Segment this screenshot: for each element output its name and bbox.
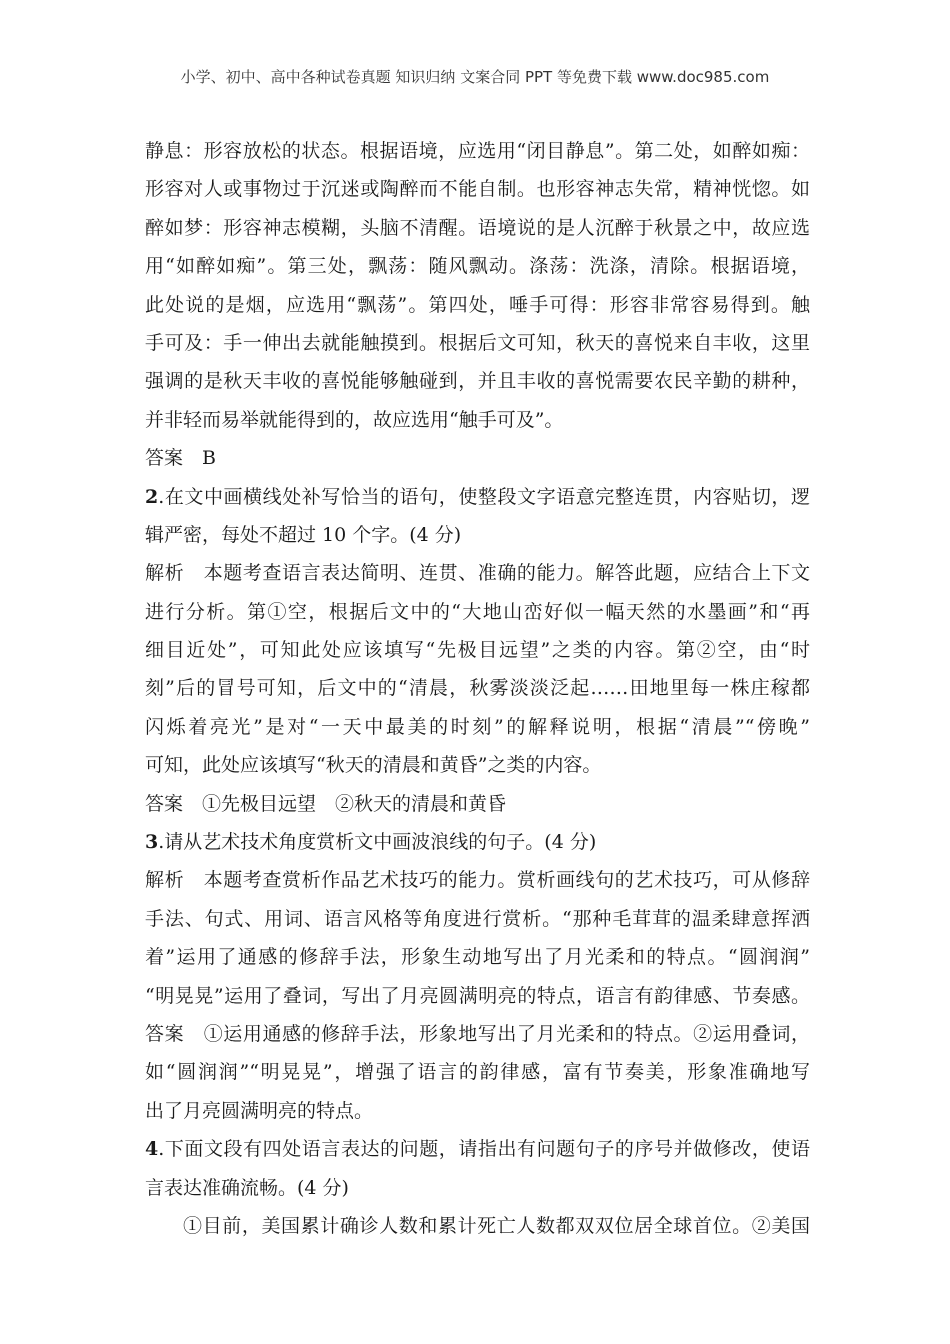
text-line: [145, 554, 810, 592]
text-line: [145, 708, 810, 746]
line-text: 出了月亮圆满明亮的特点。: [145, 1099, 374, 1122]
text-line: [145, 746, 810, 784]
text-line: [145, 785, 810, 823]
text-line: [145, 593, 810, 631]
line-text: 刻”后的冒号可知，后文中的“清晨，秋雾淡淡泛起……田地里每一株庄稼都: [145, 677, 810, 700]
line-text: 细目近处”，可知此处应该填写“先极目远望”之类的内容。第②空，由“时: [145, 639, 810, 662]
text-line: [145, 401, 810, 439]
text-line: [145, 631, 810, 669]
line-text: 并非轻而易举就能得到的，故应选用“触手可及”。: [145, 408, 564, 431]
line-text: 言表达准确流畅。(4 分): [145, 1176, 349, 1199]
text-line: [145, 516, 810, 554]
text-line: [145, 1015, 810, 1053]
line-text: 辑严密，每处不超过 10 个字。(4 分): [145, 523, 462, 546]
line-text: 答案 B: [145, 447, 216, 470]
text-line: [145, 286, 810, 324]
question-number: 2: [145, 485, 159, 508]
text-line: [145, 900, 810, 938]
line-text: 解析 本题考查语言表达简明、连贯、准确的能力。解答此题，应结合上下文: [145, 562, 810, 585]
text-line: [145, 247, 810, 285]
text-line: [145, 977, 810, 1015]
line-text: 此处说的是烟，应选用“飘荡”。第四处，唾手可得：形容非常容易得到。触: [145, 293, 810, 316]
text-line: [145, 861, 810, 899]
line-text: 手法、句式、用词、语言风格等角度进行赏析。“那种毛茸茸的温柔肆意挥洒: [145, 907, 810, 930]
line-text: 答案 ①运用通感的修辞手法，形象地写出了月光柔和的特点。②运用叠词，: [145, 1022, 810, 1045]
line-text: “明晃晃”运用了叠词，写出了月亮圆满明亮的特点，语言有韵律感、节奏感。: [145, 984, 810, 1007]
line-text: .在文中画横线处补写恰当的语句，使整段文字语意完整连贯，内容贴切，逻: [158, 485, 810, 508]
question-number: 4: [145, 1138, 159, 1161]
line-text: 闪烁着亮光”是对“一天中最美的时刻”的解释说明，根据“清晨”“傍晚”: [145, 715, 810, 738]
text-line: [145, 170, 810, 208]
text-line: [145, 1092, 810, 1130]
line-text: 解析 本题考查赏析作品艺术技巧的能力。赏析画线句的艺术技巧，可从修辞: [145, 869, 810, 892]
document-body: [145, 132, 810, 1245]
text-line: [145, 478, 810, 516]
line-text: 强调的是秋天丰收的喜悦能够触碰到，并且丰收的喜悦需要农民辛勤的耕种，: [145, 370, 810, 393]
line-text: 进行分析。第①空，根据后文中的“大地山峦好似一幅天然的水墨画”和“再: [145, 600, 810, 623]
text-line: [145, 938, 810, 976]
text-line: [145, 669, 810, 707]
line-text: ①目前，美国累计确诊人数和累计死亡人数都双双位居全球首位。②美国: [183, 1214, 810, 1237]
line-text: .请从艺术技术角度赏析文中画波浪线的句子。(4 分): [158, 831, 597, 854]
page-header: 小学、初中、高中各种试卷真题 知识归纳 文案合同 PPT 等免费下载 www.doc985.com: [180, 68, 770, 86]
line-text: 如“圆润润”“明晃晃”，增强了语言的韵律感，富有节奏美，形象准确地写: [145, 1061, 810, 1084]
line-text: 形容对人或事物过于沉迷或陶醉而不能自制。也形容神志失常，精神恍惚。如: [145, 178, 810, 201]
line-text: 用“如醉如痴”。第三处，飘荡：随风飘动。涤荡：洗涤，清除。根据语境，: [145, 255, 810, 278]
text-line: [145, 362, 810, 400]
line-text: 可知，此处应该填写“秋天的清晨和黄昏”之类的内容。: [145, 754, 602, 777]
text-line: [145, 823, 810, 861]
text-line: [145, 1130, 810, 1168]
line-text: 醉如梦：形容神志模糊，头脑不清醒。语境说的是人沉醉于秋景之中，故应选: [145, 216, 810, 239]
line-text: .下面文段有四处语言表达的问题，请指出有问题句子的序号并做修改，使语: [158, 1138, 810, 1161]
line-text: 手可及：手一伸出去就能触摸到。根据后文可知，秋天的喜悦来自丰收，这里: [145, 331, 810, 354]
text-line: [145, 1169, 810, 1207]
text-line: [145, 1053, 810, 1091]
line-text: 答案 ①先极目远望 ②秋天的清晨和黄昏: [145, 792, 507, 815]
text-line: [145, 1207, 810, 1245]
text-line: [145, 132, 810, 170]
text-line: [145, 324, 810, 362]
text-line: [145, 209, 810, 247]
line-text: 静息：形容放松的状态。根据语境，应选用“闭目静息”。第二处，如醉如痴：: [145, 140, 810, 162]
line-text: 着”运用了通感的修辞手法，形象生动地写出了月光柔和的特点。“圆润润”: [145, 946, 810, 969]
question-number: 3: [145, 831, 159, 854]
text-line: [145, 439, 810, 477]
